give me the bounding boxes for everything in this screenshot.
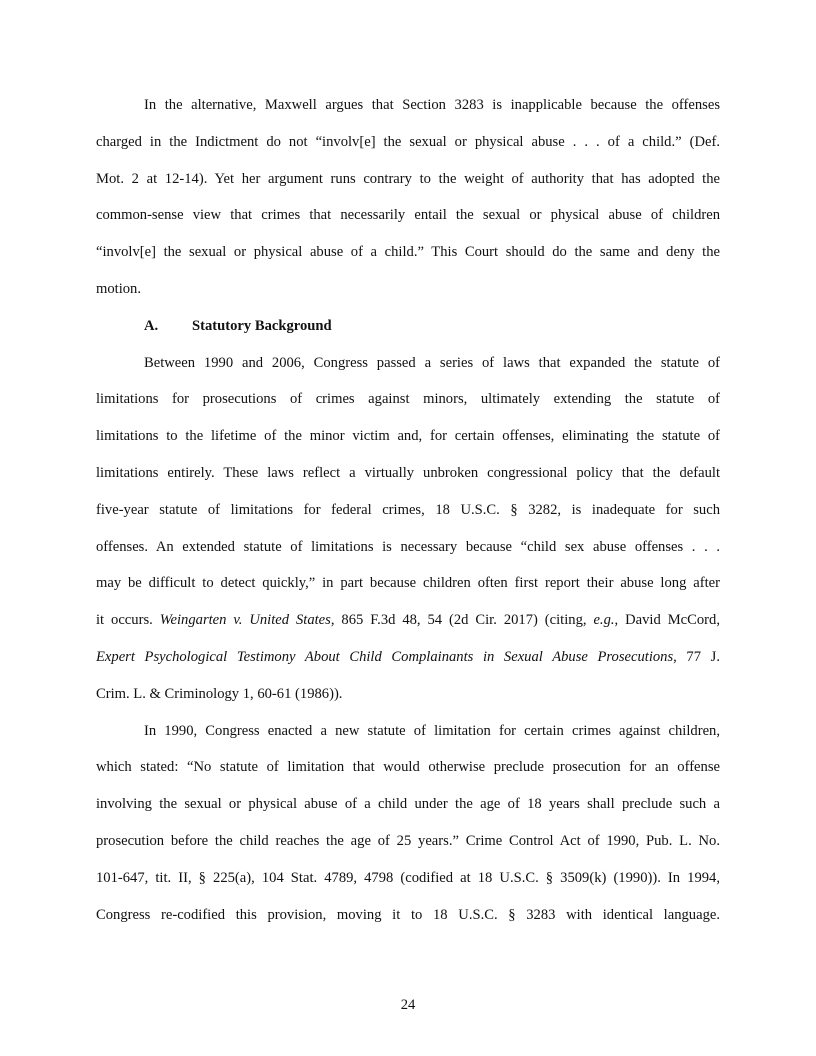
text-line: may be difficult to detect quickly,” in part because children often first report their abuse long after [96, 575, 720, 592]
text-line: Expert Psychological Testimony About Child Complainants in Sexual Abuse Prosecutions, 77 J. [96, 648, 720, 665]
text-line: prosecution before the child reaches the age of 25 years.” Crime Control Act of 1990, Pub. L. No. [96, 832, 720, 849]
text-line: charged in the Indictment do not “involv[e] the sexual or physical abuse . . . of a child.” (Def. [96, 133, 720, 150]
text-line: limitations entirely. These laws reflect a virtually unbroken congressional policy that the default [96, 464, 720, 481]
text-line: limitations to the lifetime of the minor victim and, for certain offenses, eliminating the statute of [96, 428, 720, 445]
text-line: Mot. 2 at 12-14). Yet her argument runs contrary to the weight of authority that has adopted the [96, 170, 720, 187]
section-heading [96, 313, 720, 350]
text-line: “involv[e] the sexual or physical abuse of a child.” This Court should do the same and deny the [96, 244, 720, 261]
section-title: Statutory Background [192, 317, 332, 334]
text-line: it occurs. Weingarten v. United States, 865 F.3d 48, 54 (2d Cir. 2017) (citing, e.g., David McCord, [96, 612, 720, 629]
text-line: limitations for prosecutions of crimes against minors, ultimately extending the statute of [96, 391, 720, 408]
text-line: In 1990, Congress enacted a new statute of limitation for certain crimes against children, [144, 722, 720, 739]
text-line: involving the sexual or physical abuse of a child under the age of 18 years shall preclude such a [96, 796, 720, 813]
text-line: Congress re-codified this provision, moving it to 18 U.S.C. § 3283 with identical language. [96, 906, 720, 923]
text-line: 101-647, tit. II, § 225(a), 104 Stat. 4789, 4798 (codified at 18 U.S.C. § 3509(k) (1990)). In 1994, [96, 869, 720, 886]
text-line: Crim. L. & Criminology 1, 60-61 (1986)). [96, 685, 343, 702]
text-line: common-sense view that crimes that necessarily entail the sexual or physical abuse of children [96, 207, 720, 224]
text-line: In the alternative, Maxwell argues that Section 3283 is inapplicable because the offenses [144, 97, 720, 113]
text-line: which stated: “No statute of limitation that would otherwise preclude prosecution for an offense [96, 759, 720, 776]
text-line: Between 1990 and 2006, Congress passed a series of laws that expanded the statute of [144, 354, 720, 371]
text-line: motion. [96, 280, 141, 297]
article-citation: Expert Psychological Testimony About Child Complainants in Sexual Abuse Prosecutions [96, 648, 674, 665]
section-number: A. [144, 317, 159, 334]
text-line: five-year statute of limitations for federal crimes, 18 U.S.C. § 3282, is inadequate for such [96, 501, 720, 518]
case-citation: Weingarten v. United States [159, 612, 331, 629]
page-number: 24 [400, 997, 416, 1013]
body-text [96, 92, 720, 938]
text-line: offenses. An extended statute of limitations is necessary because “child sex abuse offenses . . . [96, 538, 720, 555]
